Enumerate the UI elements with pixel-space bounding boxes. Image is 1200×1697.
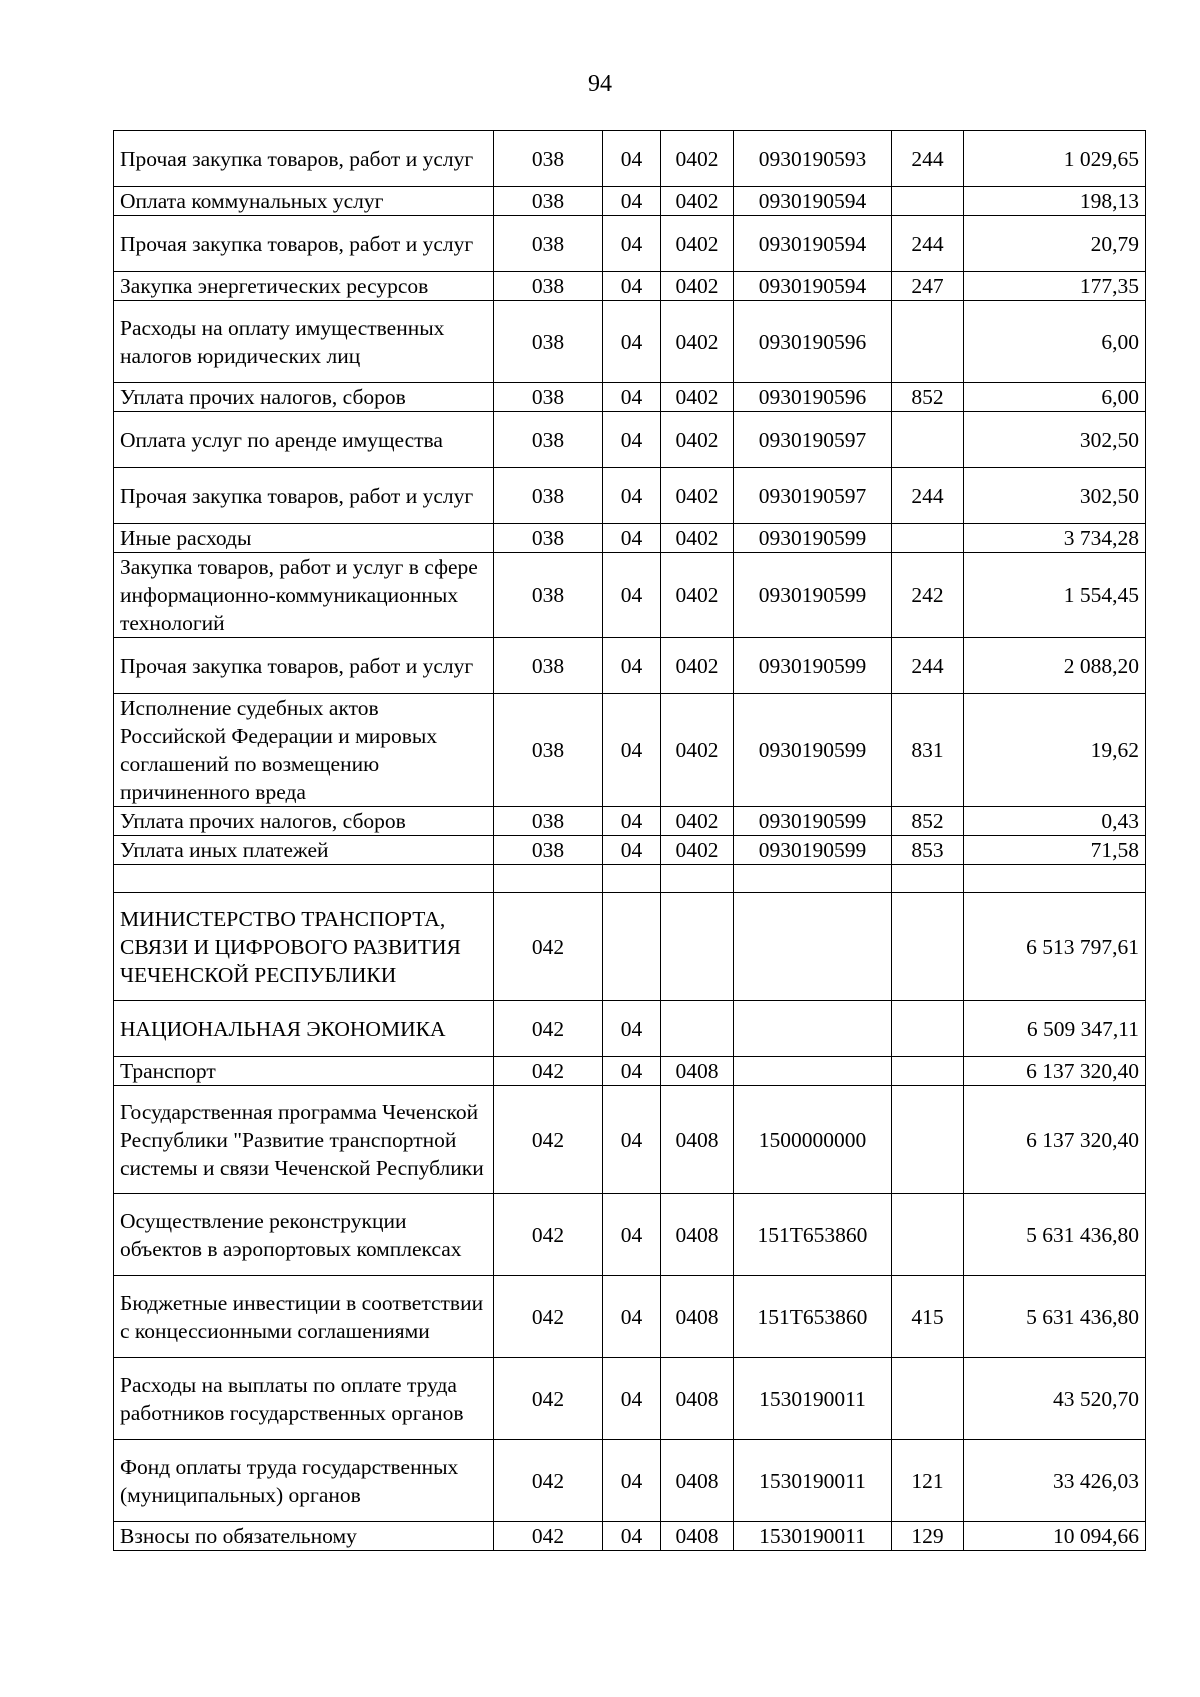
ved-code-cell: 038: [494, 131, 603, 187]
expense-type-cell: [892, 893, 964, 1001]
expense-type-cell: [892, 1194, 964, 1276]
ved-code-cell: 042: [494, 893, 603, 1001]
table-row: [114, 1057, 1146, 1086]
ved-code-cell: 042: [494, 1440, 603, 1522]
table-row: [114, 553, 1146, 638]
amount-cell: 177,35: [964, 272, 1146, 301]
ved-code-cell: 038: [494, 187, 603, 216]
table-row: [114, 1001, 1146, 1057]
section-code-cell: 04: [603, 383, 661, 412]
table-row: [114, 893, 1146, 1001]
target-article-cell: 0930190593: [734, 131, 892, 187]
row-name-cell: Оплата коммунальных услуг: [114, 187, 494, 216]
expense-type-cell: 244: [892, 468, 964, 524]
target-article-cell: 0930190599: [734, 807, 892, 836]
target-article-cell: [734, 1001, 892, 1057]
row-name-cell: Уплата прочих налогов, сборов: [114, 383, 494, 412]
amount-cell: 6 513 797,61: [964, 893, 1146, 1001]
expense-type-cell: 129: [892, 1522, 964, 1551]
amount-cell: 6,00: [964, 383, 1146, 412]
row-name-cell: [114, 865, 494, 893]
target-article-cell: 0930190596: [734, 383, 892, 412]
table-row: [114, 524, 1146, 553]
ved-code-cell: 038: [494, 638, 603, 694]
section-code-cell: [603, 893, 661, 1001]
ved-code-cell: 038: [494, 468, 603, 524]
section-code-cell: 04: [603, 187, 661, 216]
table-row: [114, 412, 1146, 468]
row-name-cell: Расходы на оплату имущественных налогов юридических лиц: [114, 301, 494, 383]
subsection-code-cell: [661, 1001, 734, 1057]
table-row: [114, 694, 1146, 807]
expense-type-cell: 244: [892, 216, 964, 272]
target-article-cell: 0930190599: [734, 524, 892, 553]
subsection-code-cell: 0402: [661, 553, 734, 638]
section-code-cell: 04: [603, 524, 661, 553]
subsection-code-cell: 0408: [661, 1276, 734, 1358]
row-name-cell: НАЦИОНАЛЬНАЯ ЭКОНОМИКА: [114, 1001, 494, 1057]
table-row: [114, 131, 1146, 187]
expense-type-cell: 852: [892, 807, 964, 836]
expense-type-cell: 853: [892, 836, 964, 865]
row-name-cell: Государственная программа Чеченской Республики "Развитие транспортной системы и связи Чеченской Республики: [114, 1086, 494, 1194]
row-name-cell: Расходы на выплаты по оплате труда работников государственных органов: [114, 1358, 494, 1440]
section-code-cell: 04: [603, 412, 661, 468]
ved-code-cell: 038: [494, 694, 603, 807]
amount-cell: 5 631 436,80: [964, 1276, 1146, 1358]
ved-code-cell: 042: [494, 1001, 603, 1057]
expense-type-cell: [892, 524, 964, 553]
amount-cell: 19,62: [964, 694, 1146, 807]
target-article-cell: 0930190594: [734, 216, 892, 272]
row-name-cell: Фонд оплаты труда государственных (муниципальных) органов: [114, 1440, 494, 1522]
expense-type-cell: 242: [892, 553, 964, 638]
table-row: [114, 1086, 1146, 1194]
ved-code-cell: 042: [494, 1276, 603, 1358]
subsection-code-cell: 0402: [661, 131, 734, 187]
target-article-cell: 1530190011: [734, 1522, 892, 1551]
subsection-code-cell: 0402: [661, 694, 734, 807]
subsection-code-cell: 0402: [661, 301, 734, 383]
ved-code-cell: 042: [494, 1057, 603, 1086]
row-name-cell: Уплата прочих налогов, сборов: [114, 807, 494, 836]
target-article-cell: 0930190599: [734, 836, 892, 865]
expense-type-cell: [892, 1001, 964, 1057]
ved-code-cell: 038: [494, 383, 603, 412]
target-article-cell: 0930190594: [734, 272, 892, 301]
expense-type-cell: 244: [892, 131, 964, 187]
ved-code-cell: 038: [494, 272, 603, 301]
subsection-code-cell: 0402: [661, 638, 734, 694]
row-name-cell: Закупка товаров, работ и услуг в сфере информационно-коммуникационных технологий: [114, 553, 494, 638]
target-article-cell: 151T653860: [734, 1194, 892, 1276]
section-code-cell: 04: [603, 131, 661, 187]
section-code-cell: 04: [603, 468, 661, 524]
target-article-cell: 0930190599: [734, 553, 892, 638]
table-row: [114, 865, 1146, 893]
section-code-cell: 04: [603, 553, 661, 638]
expense-type-cell: [892, 1358, 964, 1440]
amount-cell: 1 029,65: [964, 131, 1146, 187]
subsection-code-cell: 0408: [661, 1522, 734, 1551]
amount-cell: 33 426,03: [964, 1440, 1146, 1522]
subsection-code-cell: 0408: [661, 1057, 734, 1086]
section-code-cell: 04: [603, 272, 661, 301]
target-article-cell: 1500000000: [734, 1086, 892, 1194]
ved-code-cell: 038: [494, 807, 603, 836]
subsection-code-cell: 0402: [661, 187, 734, 216]
amount-cell: 10 094,66: [964, 1522, 1146, 1551]
table-row: [114, 807, 1146, 836]
subsection-code-cell: 0408: [661, 1194, 734, 1276]
table-row: [114, 1358, 1146, 1440]
table-row: [114, 1276, 1146, 1358]
table-row: [114, 1522, 1146, 1551]
subsection-code-cell: 0402: [661, 468, 734, 524]
amount-cell: [964, 865, 1146, 893]
target-article-cell: [734, 893, 892, 1001]
row-name-cell: МИНИСТЕРСТВО ТРАНСПОРТА, СВЯЗИ И ЦИФРОВОГО РАЗВИТИЯ ЧЕЧЕНСКОЙ РЕСПУБЛИКИ: [114, 893, 494, 1001]
subsection-code-cell: 0402: [661, 412, 734, 468]
section-code-cell: 04: [603, 216, 661, 272]
row-name-cell: Бюджетные инвестиции в соответствии с концессионными соглашениями: [114, 1276, 494, 1358]
subsection-code-cell: 0402: [661, 216, 734, 272]
ved-code-cell: 038: [494, 216, 603, 272]
amount-cell: 0,43: [964, 807, 1146, 836]
subsection-code-cell: 0408: [661, 1440, 734, 1522]
row-name-cell: Прочая закупка товаров, работ и услуг: [114, 638, 494, 694]
expense-type-cell: 415: [892, 1276, 964, 1358]
section-code-cell: 04: [603, 1522, 661, 1551]
row-name-cell: Транспорт: [114, 1057, 494, 1086]
subsection-code-cell: 0408: [661, 1358, 734, 1440]
expense-type-cell: 247: [892, 272, 964, 301]
section-code-cell: 04: [603, 694, 661, 807]
subsection-code-cell: 0402: [661, 807, 734, 836]
amount-cell: 20,79: [964, 216, 1146, 272]
expense-type-cell: 244: [892, 638, 964, 694]
row-name-cell: Прочая закупка товаров, работ и услуг: [114, 216, 494, 272]
target-article-cell: [734, 1057, 892, 1086]
amount-cell: 71,58: [964, 836, 1146, 865]
row-name-cell: Прочая закупка товаров, работ и услуг: [114, 468, 494, 524]
amount-cell: 302,50: [964, 468, 1146, 524]
table-row: [114, 468, 1146, 524]
table-row: [114, 836, 1146, 865]
table-row: [114, 301, 1146, 383]
budget-table: [113, 130, 1146, 1551]
row-name-cell: Оплата услуг по аренде имущества: [114, 412, 494, 468]
expense-type-cell: [892, 865, 964, 893]
subsection-code-cell: 0402: [661, 272, 734, 301]
amount-cell: 43 520,70: [964, 1358, 1146, 1440]
ved-code-cell: 038: [494, 553, 603, 638]
amount-cell: 302,50: [964, 412, 1146, 468]
expense-type-cell: [892, 1057, 964, 1086]
section-code-cell: 04: [603, 301, 661, 383]
target-article-cell: [734, 865, 892, 893]
target-article-cell: 1530190011: [734, 1358, 892, 1440]
row-name-cell: Осуществление реконструкции объектов в аэропортовых комплексах: [114, 1194, 494, 1276]
section-code-cell: 04: [603, 1276, 661, 1358]
row-name-cell: Закупка энергетических ресурсов: [114, 272, 494, 301]
page-number: 94: [588, 71, 612, 97]
ved-code-cell: 042: [494, 1194, 603, 1276]
subsection-code-cell: [661, 865, 734, 893]
expense-type-cell: 121: [892, 1440, 964, 1522]
table-row: [114, 1440, 1146, 1522]
row-name-cell: Взносы по обязательному: [114, 1522, 494, 1551]
amount-cell: 6 137 320,40: [964, 1086, 1146, 1194]
section-code-cell: 04: [603, 836, 661, 865]
ved-code-cell: 038: [494, 412, 603, 468]
ved-code-cell: [494, 865, 603, 893]
expense-type-cell: 852: [892, 383, 964, 412]
ved-code-cell: 038: [494, 524, 603, 553]
section-code-cell: [603, 865, 661, 893]
section-code-cell: 04: [603, 638, 661, 694]
target-article-cell: 0930190597: [734, 412, 892, 468]
amount-cell: 6 137 320,40: [964, 1057, 1146, 1086]
row-name-cell: Исполнение судебных актов Российской Федерации и мировых соглашений по возмещению причиненного вреда: [114, 694, 494, 807]
ved-code-cell: 042: [494, 1358, 603, 1440]
ved-code-cell: 042: [494, 1086, 603, 1194]
ved-code-cell: 042: [494, 1522, 603, 1551]
amount-cell: 3 734,28: [964, 524, 1146, 553]
section-code-cell: 04: [603, 807, 661, 836]
amount-cell: 1 554,45: [964, 553, 1146, 638]
row-name-cell: Прочая закупка товаров, работ и услуг: [114, 131, 494, 187]
amount-cell: 198,13: [964, 187, 1146, 216]
row-name-cell: Уплата иных платежей: [114, 836, 494, 865]
target-article-cell: 0930190599: [734, 694, 892, 807]
section-code-cell: 04: [603, 1358, 661, 1440]
table-row: [114, 272, 1146, 301]
table-row: [114, 638, 1146, 694]
section-code-cell: 04: [603, 1001, 661, 1057]
expense-type-cell: [892, 187, 964, 216]
target-article-cell: 0930190594: [734, 187, 892, 216]
ved-code-cell: 038: [494, 836, 603, 865]
subsection-code-cell: 0408: [661, 1086, 734, 1194]
ved-code-cell: 038: [494, 301, 603, 383]
table-body: [114, 131, 1146, 1551]
target-article-cell: 151T653860: [734, 1276, 892, 1358]
amount-cell: 2 088,20: [964, 638, 1146, 694]
amount-cell: 6,00: [964, 301, 1146, 383]
expense-type-cell: [892, 412, 964, 468]
subsection-code-cell: 0402: [661, 836, 734, 865]
section-code-cell: 04: [603, 1440, 661, 1522]
table-row: [114, 1194, 1146, 1276]
table-row: [114, 187, 1146, 216]
target-article-cell: 1530190011: [734, 1440, 892, 1522]
subsection-code-cell: [661, 893, 734, 1001]
subsection-code-cell: 0402: [661, 383, 734, 412]
section-code-cell: 04: [603, 1194, 661, 1276]
table-row: [114, 383, 1146, 412]
target-article-cell: 0930190597: [734, 468, 892, 524]
section-code-cell: 04: [603, 1057, 661, 1086]
table-row: [114, 216, 1146, 272]
expense-type-cell: [892, 1086, 964, 1194]
target-article-cell: 0930190599: [734, 638, 892, 694]
section-code-cell: 04: [603, 1086, 661, 1194]
expense-type-cell: 831: [892, 694, 964, 807]
target-article-cell: 0930190596: [734, 301, 892, 383]
expense-type-cell: [892, 301, 964, 383]
amount-cell: 5 631 436,80: [964, 1194, 1146, 1276]
subsection-code-cell: 0402: [661, 524, 734, 553]
row-name-cell: Иные расходы: [114, 524, 494, 553]
amount-cell: 6 509 347,11: [964, 1001, 1146, 1057]
